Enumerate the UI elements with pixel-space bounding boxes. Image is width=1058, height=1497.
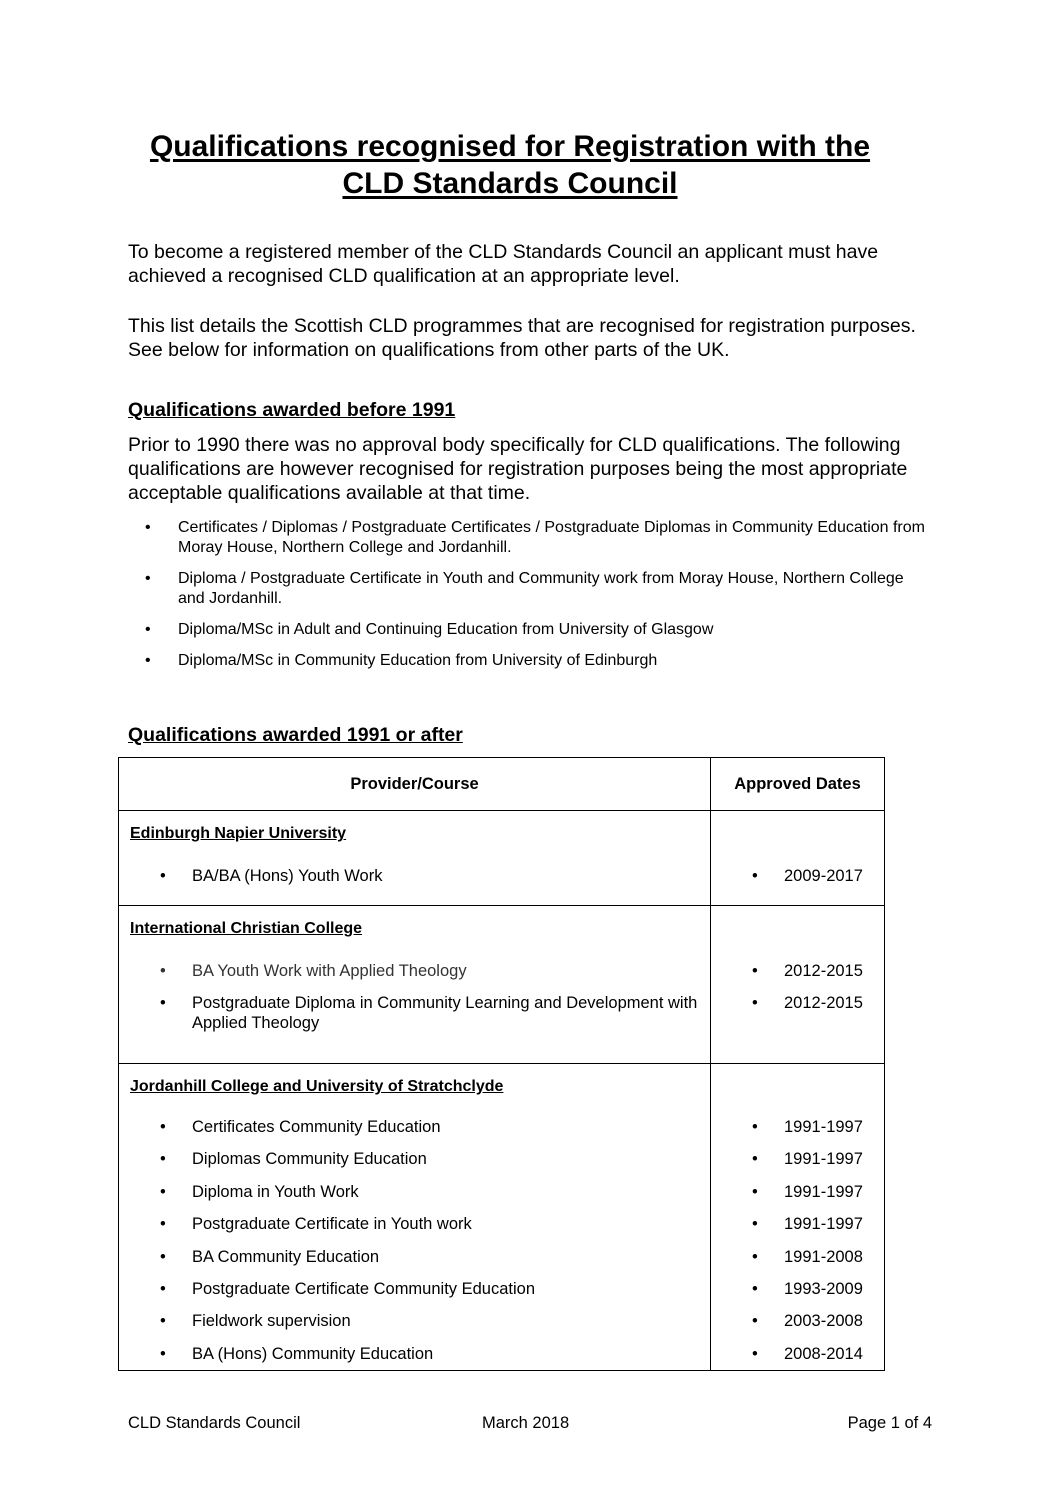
footer-org: CLD Standards Council — [128, 1414, 301, 1432]
date-item: • 1991-1997 — [712, 1117, 883, 1137]
course-item: • Diploma in Youth Work — [120, 1182, 709, 1202]
course-item: • Postgraduate Certificate Community Education — [120, 1279, 709, 1299]
date-list — [712, 1117, 883, 1364]
course-list — [120, 1117, 709, 1364]
qualifications-table — [118, 757, 885, 1371]
date-item: • 1991-2008 — [712, 1247, 883, 1267]
course-item: • BA Youth Work with Applied Theology — [120, 961, 709, 981]
table-row — [119, 1064, 885, 1371]
column-header-dates: Approved Dates — [711, 758, 885, 811]
course-item: • Postgraduate Diploma in Community Learning and Development with Applied Theology — [120, 993, 709, 1033]
footer-page-number: Page 1 of 4 — [847, 1414, 932, 1432]
course-list — [120, 866, 709, 886]
list-item: • Diploma/MSc in Adult and Continuing Education from University of Glasgow — [128, 620, 928, 640]
intro-paragraph-2: This list details the Scottish CLD programmes that are recognised for registration purposes. See below for information on qualifications from other parts of the UK. — [128, 315, 916, 361]
list-item: • Diploma / Postgraduate Certificate in Youth and Community work from Moray House, Northern College and Jordanhill. — [128, 569, 928, 609]
section-heading-after-1991: Qualifications awarded 1991 or after — [128, 724, 463, 746]
date-list — [712, 961, 883, 1013]
before-1991-text: Prior to 1990 there was no approval body specifically for CLD qualifications. The following qualifications are however recognised for registration purposes being the most appropriate acceptable qualifications available at that time. — [128, 434, 908, 504]
provider-name: Edinburgh Napier University — [130, 825, 347, 842]
dates-cell — [711, 811, 885, 906]
date-item: • 2012-2015 — [712, 961, 883, 981]
list-item: • Diploma/MSc in Community Education from University of Edinburgh — [128, 651, 928, 671]
column-header-provider: Provider/Course — [119, 758, 711, 811]
course-list — [120, 961, 709, 1033]
course-item: • Certificates Community Education — [120, 1117, 709, 1137]
provider-name: Jordanhill College and University of Stratchclyde — [130, 1078, 504, 1095]
list-item: • Certificates / Diplomas / Postgraduate Certificates / Postgraduate Diplomas in Community Education from Moray House, Northern College and Jordanhill. — [128, 518, 928, 558]
date-item: • 2012-2015 — [712, 993, 883, 1013]
table-row — [119, 811, 885, 906]
intro-paragraph-1: To become a registered member of the CLD Standards Council an applicant must have achieved a recognised CLD qualification at an appropriate level. — [128, 241, 879, 287]
date-item: • 1991-1997 — [712, 1182, 883, 1202]
provider-cell — [119, 1064, 711, 1371]
page-title — [100, 128, 920, 202]
dates-cell — [711, 906, 885, 1064]
date-item: • 1993-2009 — [712, 1279, 883, 1299]
course-item: • Diplomas Community Education — [120, 1149, 709, 1169]
course-item: • BA (Hons) Community Education — [120, 1344, 709, 1364]
provider-cell — [119, 906, 711, 1064]
title-line-1: Qualifications recognised for Registration with the — [149, 130, 871, 163]
course-item: • Postgraduate Certificate in Youth work — [120, 1214, 709, 1234]
date-item: • 2009-2017 — [712, 866, 883, 886]
footer-date: March 2018 — [482, 1414, 570, 1432]
before-1991-list — [128, 518, 928, 682]
date-item: • 2008-2014 — [712, 1344, 883, 1364]
course-item: • Fieldwork supervision — [120, 1311, 709, 1331]
course-item: • BA Community Education — [120, 1247, 709, 1267]
course-item: • BA/BA (Hons) Youth Work — [120, 866, 709, 886]
date-item: • 1991-1997 — [712, 1149, 883, 1169]
table-row — [119, 906, 885, 1064]
section-heading-before-1991: Qualifications awarded before 1991 — [128, 399, 456, 421]
table-header-row — [119, 758, 885, 811]
date-item: • 1991-1997 — [712, 1214, 883, 1234]
provider-cell — [119, 811, 711, 906]
date-list — [712, 866, 883, 886]
date-item: • 2003-2008 — [712, 1311, 883, 1331]
dates-cell — [711, 1064, 885, 1371]
provider-name: International Christian College — [130, 920, 363, 937]
title-line-2: CLD Standards Council — [342, 167, 678, 200]
